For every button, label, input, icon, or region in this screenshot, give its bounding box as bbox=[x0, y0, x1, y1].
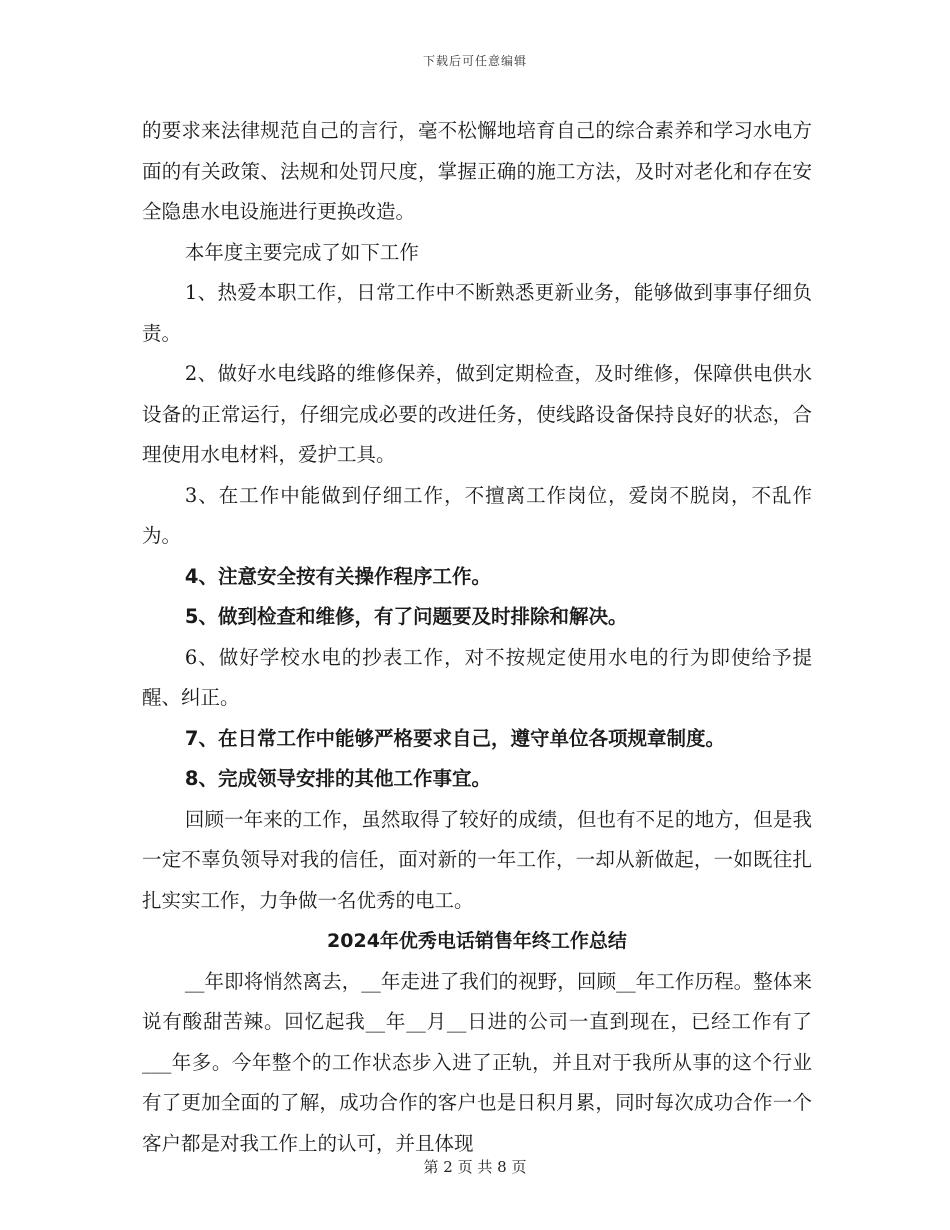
paragraph: 本年度主要完成了如下工作 bbox=[184, 240, 419, 264]
paragraph: 回顾一年来的工作，虽然取得了较好的成绩，但也有不足的地方，但是我一定不辜负领导对我的信任，面对新的一年工作，一却从新做起，一如既往扎扎实实工作，力争做一名优秀的电工。 bbox=[142, 807, 812, 912]
list-item: 6、做好学校水电的抄表工作，对不按规定使用水电的行为即使给予提醒、纠正。 bbox=[142, 645, 812, 709]
document-body bbox=[142, 111, 812, 1164]
paragraph: __年即将悄然离去，__年走进了我们的视野，回顾__年工作历程。整体来说有酸甜苦辣。回忆起我__年__月__日进的公司一直到现在，已经工作有了___年多。今年整个的工作状态步入进了正轨，并且对于我所从事的这个行业有了更加全面的了解，成功合作的客户也是日积月累，同时每次成功合作一个客户都是对我工作上的认可，并且体现 bbox=[142, 969, 812, 1155]
list-item: 4、注意安全按有关操作程序工作。 bbox=[184, 564, 491, 588]
list-item: 8、完成领导安排的其他工作事宜。 bbox=[184, 767, 491, 790]
page-footer: 第 2 页 共 8 页 bbox=[423, 1158, 527, 1176]
list-item: 2、做好水电线路的维修保养，做到定期检查，及时维修，保障供电供水设备的正常运行，仔细完成必要的改进任务，使线路设备保持良好的状态，合理使用水电材料，爱护工具。 bbox=[142, 362, 812, 466]
page-header: 下载后可任意编辑 bbox=[422, 54, 527, 68]
section-title: 2024年优秀电话销售年终工作总结 bbox=[327, 930, 627, 952]
list-item: 3、在工作中能做到仔细工作，不擅离工作岗位，爱岗不脱岗，不乱作为。 bbox=[142, 483, 812, 547]
list-item: 1、热爱本职工作，日常工作中不断熟悉更新业务，能够做到事事仔细负责。 bbox=[142, 281, 812, 345]
list-item: 7、在日常工作中能够严格要求自己，遵守单位各项规章制度。 bbox=[184, 726, 725, 750]
list-item: 5、做到检查和维修，有了问题要及时排除和解决。 bbox=[184, 605, 628, 628]
paragraph: 的要求来法律规范自己的言行，毫不松懈地培育自己的综合素养和学习水电方面的有关政策、法规和处罚尺度，掌握正确的施工方法，及时对老化和存在安全隐患水电设施进行更换改造。 bbox=[142, 119, 812, 223]
